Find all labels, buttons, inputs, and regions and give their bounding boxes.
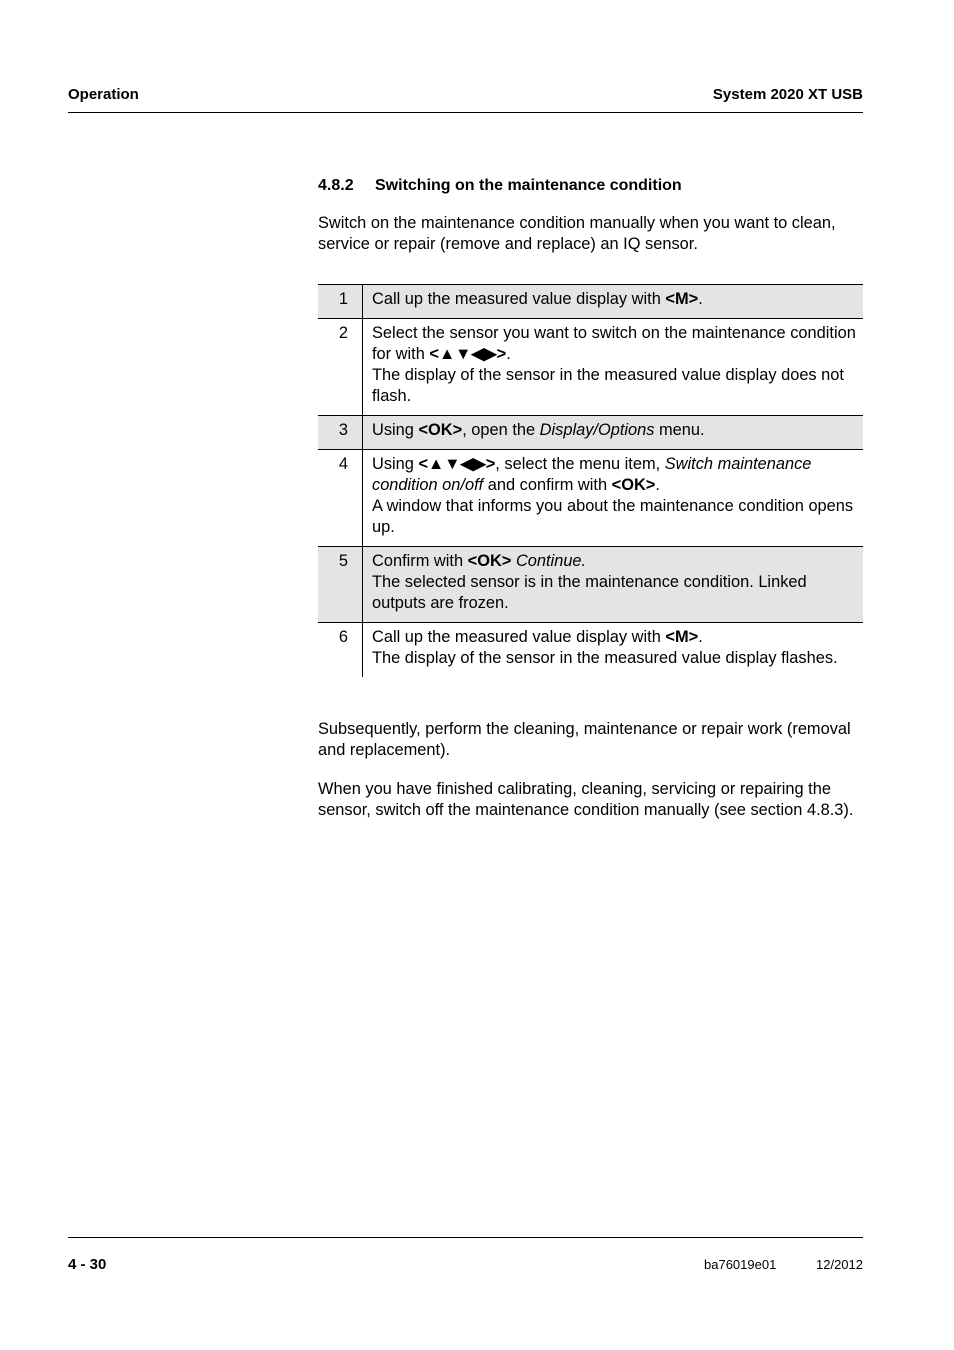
step-row: [318, 318, 863, 415]
closing-paragraph: When you have finished calibrating, cleaning, servicing or repairing the sensor, switch off the maintenance condition manually (see section 4.8.3).: [318, 780, 854, 819]
section-heading: [318, 177, 682, 195]
step-row: [318, 546, 863, 622]
step-text: Call up the measured value display with <M>. The display of the sensor in the measured value display flashes.: [372, 628, 838, 667]
step-number: 3: [318, 416, 363, 449]
document-date: 12/2012: [816, 1257, 863, 1272]
step-row: [318, 449, 863, 546]
step-text: Using <OK>, open the Display/Options menu.: [372, 421, 705, 439]
step-row: [318, 622, 863, 677]
steps-table: [318, 284, 863, 677]
page-number: 4 - 30: [68, 1256, 107, 1273]
step-number: 6: [318, 623, 363, 677]
step-number: 1: [318, 285, 363, 318]
intro-paragraph: Switch on the maintenance condition manually when you want to clean, service or repair (remove and replace) an IQ sensor.: [318, 214, 836, 253]
header-product: System 2020 XT USB: [712, 86, 863, 103]
step-text: Call up the measured value display with <M>.: [372, 290, 703, 308]
step-text: Confirm with <OK> Continue. The selected sensor is in the maintenance condition. Linked outputs are frozen.: [372, 552, 807, 612]
section-title: Switching on the maintenance condition: [375, 177, 682, 194]
step-number: 5: [318, 547, 363, 622]
step-text: Using <▲▼◀▶>, select the menu item, Switch maintenance condition on/off and confirm with <OK>. A window that informs you about the maintenance condition opens up.: [372, 455, 854, 536]
step-text: Select the sensor you want to switch on the maintenance condition for with <▲▼◀▶>. The display of the sensor in the measured value display does not flash.: [372, 324, 856, 405]
header-chapter: Operation: [68, 86, 139, 103]
header-rule: [68, 112, 863, 113]
footer-rule: [68, 1237, 863, 1238]
document-id: ba76019e01: [704, 1257, 777, 1272]
step-number: 2: [318, 319, 363, 415]
step-row: [318, 415, 863, 449]
followup-paragraph: Subsequently, perform the cleaning, maintenance or repair work (removal and replacement).: [318, 720, 851, 759]
step-row: [318, 284, 863, 318]
section-number: 4.8.2: [318, 177, 354, 194]
step-number: 4: [318, 450, 363, 546]
